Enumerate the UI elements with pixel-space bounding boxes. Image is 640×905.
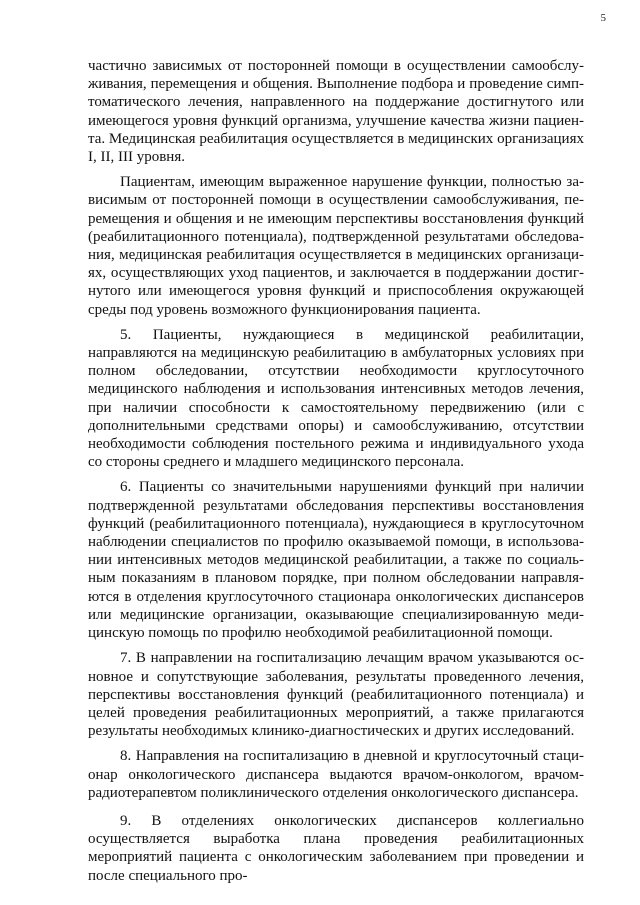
paragraph-item-5: 5. Пациенты, нуждающиеся в медицинской реабилитации, направляются на медицинскую реабилитацию в амбулаторных условиях при полном обследовании, отсутствии необходимости круглосуточного медицинского наблюдения и использования интенсивных методов лечения, при наличии способности к самостоятельному передвижению (или с дополнительными средствами опоры) и самообслуживанию, отсутствии необходимости соблюдения постельного режима и индивидуального ухода со стороны среднего и младшего медицинского персонала. [88,326,584,471]
paragraph-severe-impairment: Пациентам, имеющим выраженное нарушение функции, полностью зависимым от посторонней помощи в осуществлении самообслуживания, перемещения и общения и не имеющим перспективы восстановления функций (реабилитационного потенциала), подтвержденной результатами обследования, медицинская реабилитация осуществляется в медицинских организациях, осуществляющих уход пациентов, и заключается в поддержании достигнутого или имеющегося уровня функций и приспособления окружающей среды под уровень возможного функционирования пациента. [88,174,584,318]
document-body [88,57,584,892]
paragraph-item-7: 7. В направлении на госпитализацию лечащим врачом указываются основное и сопутствующие заболевания, результаты проведенного лечения, перспективы восстановления функций (реабилитационного потенциала) и целей проведения реабилитационных мероприятий, а также прилагаются результаты необходимых клинико-диагностических и других исследований. [88,650,584,740]
page-number: 5 [600,12,606,24]
paragraph-item-6: 6. Пациенты со значительными нарушениями функций при наличии подтвержденной результатами обследования перспективы восстановления функций (реабилитационного потенциала), нуждающиеся в круглосуточном наблюдении специалистов по профилю оказываемой помощи, в использовании интенсивных методов медицинской реабилитации, а также по социальным показаниям в плановом порядке, при полном обследовании направляются в отделения круглосуточного стационара онкологических диспансеров или медицинские организации, оказывающие специализированную медицинскую помощь по профилю необходимой реабилитационной помощи. [88,479,584,642]
paragraph-continuation: частично зависимых от посторонней помощи в осуществлении самообслуживания, перемещения и общения. Выполнение подбора и проведение симптоматического лечения, направленного на поддержание достигнутого или имеющегося уровня функций организма, улучшение качества жизни пациента. Медицинская реабилитация осуществляется в медицинских организациях I, II, III уровня. [88,58,584,166]
paragraph-item-9: 9. В отделениях онкологических диспансеров коллегиально осуществляется выработка плана проведения реабилитационных мероприятий пациента с онкологическим заболеванием при проведении и после специального про- [88,812,584,884]
paragraph-item-8: 8. Направления на госпитализацию в дневной и круглосуточный стационар онкологического диспансера выдаются врачом-онкологом, врачом-радиотерапевтом поликлинического отделения онкологического диспансера. [88,748,584,801]
